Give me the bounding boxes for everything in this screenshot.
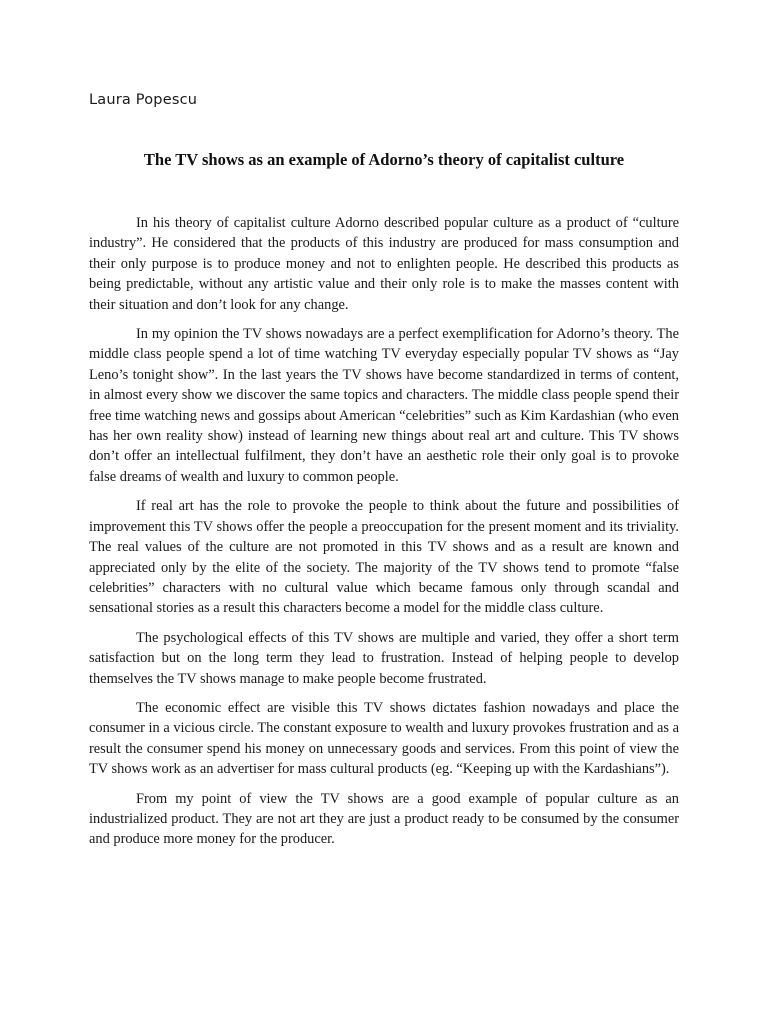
paragraph-1: In his theory of capitalist culture Adorno described popular culture as a product of “culture industry”. He considered that the products of this industry are produced for mass consumption and their only purpose is to produce money and not to enlighten people. He described this products as being predictable, without any artistic value and their only role is to make the masses content with their situation and don’t look for any change. xyxy=(89,215,679,313)
document-title: The TV shows as an example of Adorno’s theory of capitalist culture xyxy=(143,150,625,169)
paragraph-5: The economic effect are visible this TV shows dictates fashion nowadays and place the consumer in a vicious circle. The constant exposure to wealth and luxury provokes frustration and as a result the consumer spend his money on unnecessary goods and services. From this point of view the TV shows work as an advertiser for mass cultural products (eg. “Keeping up with the Kardashians”). xyxy=(89,699,679,778)
paragraph-6: From my point of view the TV shows are a good example of popular culture as an industrialized product. They are not art they are just a product ready to be consumed by the consumer and produce more money for the producer. xyxy=(89,790,679,848)
document-body xyxy=(89,213,679,859)
author-name: Laura Popescu xyxy=(89,92,198,108)
paragraph-3: If real art has the role to provoke the people to think about the future and possibilities of improvement this TV shows offer the people a preoccupation for the present moment and its triviality. The real values of the culture are not promoted in this TV shows and as a result are known and appreciated only by the elite of the society. The majority of the TV shows tend to promote “false celebrities” characters with no cultural value which became famous only through scandal and sensational stories as a result this characters become a model for the middle class culture. xyxy=(89,498,679,617)
paragraph-2: In my opinion the TV shows nowadays are a perfect exemplification for Adorno’s theory. The middle class people spend a lot of time watching TV everyday especially popular TV shows as “Jay Leno’s tonight show”. In the last years the TV shows have become standardized in terms of content, in almost every show we discover the same topics and characters. The middle class people spend their free time watching news and gossips about American “celebrities” such as Kim Kardashian (who even has her own reality show) instead of learning new things about real art and culture. This TV shows don’t offer an intellectual fulfilment, they don’t have an aesthetic role their only goal is to provoke false dreams of wealth and luxury to common people. xyxy=(89,326,679,485)
paragraph-4: The psychological effects of this TV shows are multiple and varied, they offer a short term satisfaction but on the long term they lead to frustration. Instead of helping people to develop themselves the TV shows manage to make people become frustrated. xyxy=(89,629,679,687)
